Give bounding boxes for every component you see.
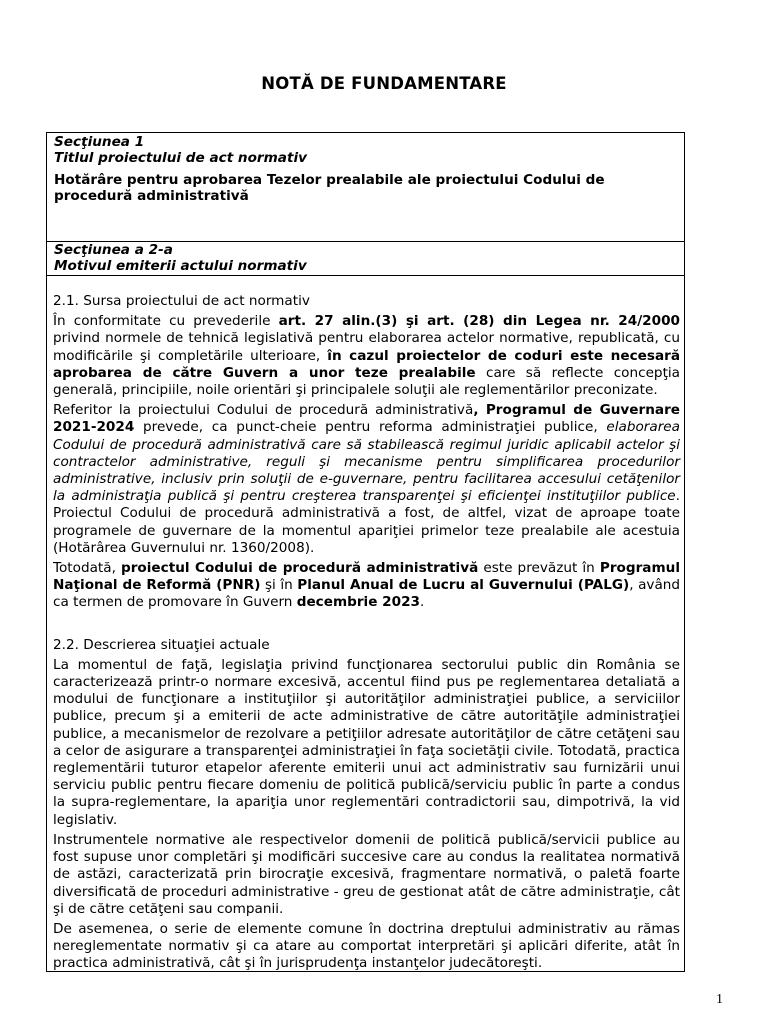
paragraph-2-1-2: Referitor la proiectului Codului de procedură administrativă, Programul de Guvernare 2021-2024 prevede, ca punct-cheie pentru reforma administraţiei publice, elaborarea Codului de procedură administrativă care să stabilească regimul juridic aplicabil actelor şi contractelor administrative, reguli şi mecanisme pentru simplificarea procedurilor administrative, inclusiv prin soluţii de e-guvernare, pentru facilitarea accesului cetăţenilor la administraţia publică şi pentru creşterea transparenţei şi eficienţei instituţiilor publice. Proiectul Codului de procedură administrativă a fost, de altfel, vizat de aproape toate programele de guvernare de la momentul apariţiei primelor teze prealabile ale acestuia (Hotărârea Guvernului nr. 1360/2008). — [53, 402, 680, 556]
section-1-header — [54, 134, 678, 204]
section-2-heading: Motivul emiterii actului normativ — [54, 258, 307, 274]
page-number: 1 — [716, 992, 723, 1007]
section-1-label: Secţiunea 1 — [54, 134, 145, 150]
subsection-2-1-title: 2.1. Sursa proiectului de act normativ — [53, 293, 310, 309]
paragraph-2-1-1: În conformitate cu prevederile art. 27 alin.(3) şi art. (28) din Legea nr. 24/2000 privind normele de tehnică legislativă pentru elaborarea actelor normative, republicată, cu modificările şi completările ulterioare, în cazul proiectelor de coduri este necesară aprobarea de către Guvern a unor teze prealabile care să reflecte concepţia generală, principiile, noile orientări şi principalele soluţii ale reglementărilor preconizate. — [53, 313, 681, 399]
section-1-heading: Titlul proiectului de act normativ — [54, 150, 307, 166]
document-table — [46, 132, 685, 972]
project-title: Hotărâre pentru aprobarea Tezelor prealabile ale proiectului Codului de procedură administrativă — [54, 172, 605, 204]
section-divider — [47, 275, 684, 276]
section-2-label: Secţiunea a 2-a — [54, 242, 173, 258]
section-2-body — [53, 293, 680, 976]
paragraph-2-2-2: Instrumentele normative ale respectivelor domenii de politică publică/servicii publice au fost supuse unor completări şi modificări succesive care au condus la realitatea normativă de astăzi, caracterizată prin birocraţie excesivă, fragmentare normativă, o paletă foarte diversificată de proceduri administrative - greu de gestionat atât de către administraţie, cât şi de către cetăţeni sau companii. — [53, 831, 680, 917]
paragraph-2-2-3: De asemenea, o serie de elemente comune în doctrina dreptului administrativ au rămas nereglementate normativ şi ca atare au comportat interpretări şi aplicări diferite, atât în practica administrativă, cât şi în jurisprudenţa instanţelor judecătoreşti. — [53, 920, 680, 972]
section-2-header — [54, 242, 678, 274]
paragraph-2-2-1: La momentul de faţă, legislaţia privind funcţionarea sectorului public din România se caracterizează printr-o normare excesivă, accentul fiind pus pe reglementarea detaliată a modului de funcţionare a instituţiilor şi autorităţilor administraţiei publice, a serviciilor publice, precum şi a emiterii de acte administrative de către autorităţile administraţiei publice, a mecanismelor de rezolvare a petiţiilor adresate autorităţilor de către cetăţeni sau a celor de asigurare a transparenţei administraţiei în faţa societăţii civile. Totodată, practica reglementării tuturor etapelor aferente emiterii unui act administrativ sau furnizării unui serviciu public pentru fiecare domeniu de politică publică/serviciu public în parte a condus la supra-reglementare, la apariţia unor reglementări contradictorii sau, dimpotrivă, la vid legislativ. — [53, 656, 680, 828]
document-title: NOTĂ DE FUNDAMENTARE — [261, 74, 507, 93]
subsection-2-2-title: 2.2. Descrierea situaţiei actuale — [53, 636, 270, 653]
paragraph-2-1-3: Totodată, proiectul Codului de procedură administrativă este prevăzut în Programul Naţional de Reformă (PNR) şi în Planul Anual de Lucru al Guvernului (PALG), având ca termen de promovare în Guvern decembrie 2023. — [53, 560, 681, 611]
